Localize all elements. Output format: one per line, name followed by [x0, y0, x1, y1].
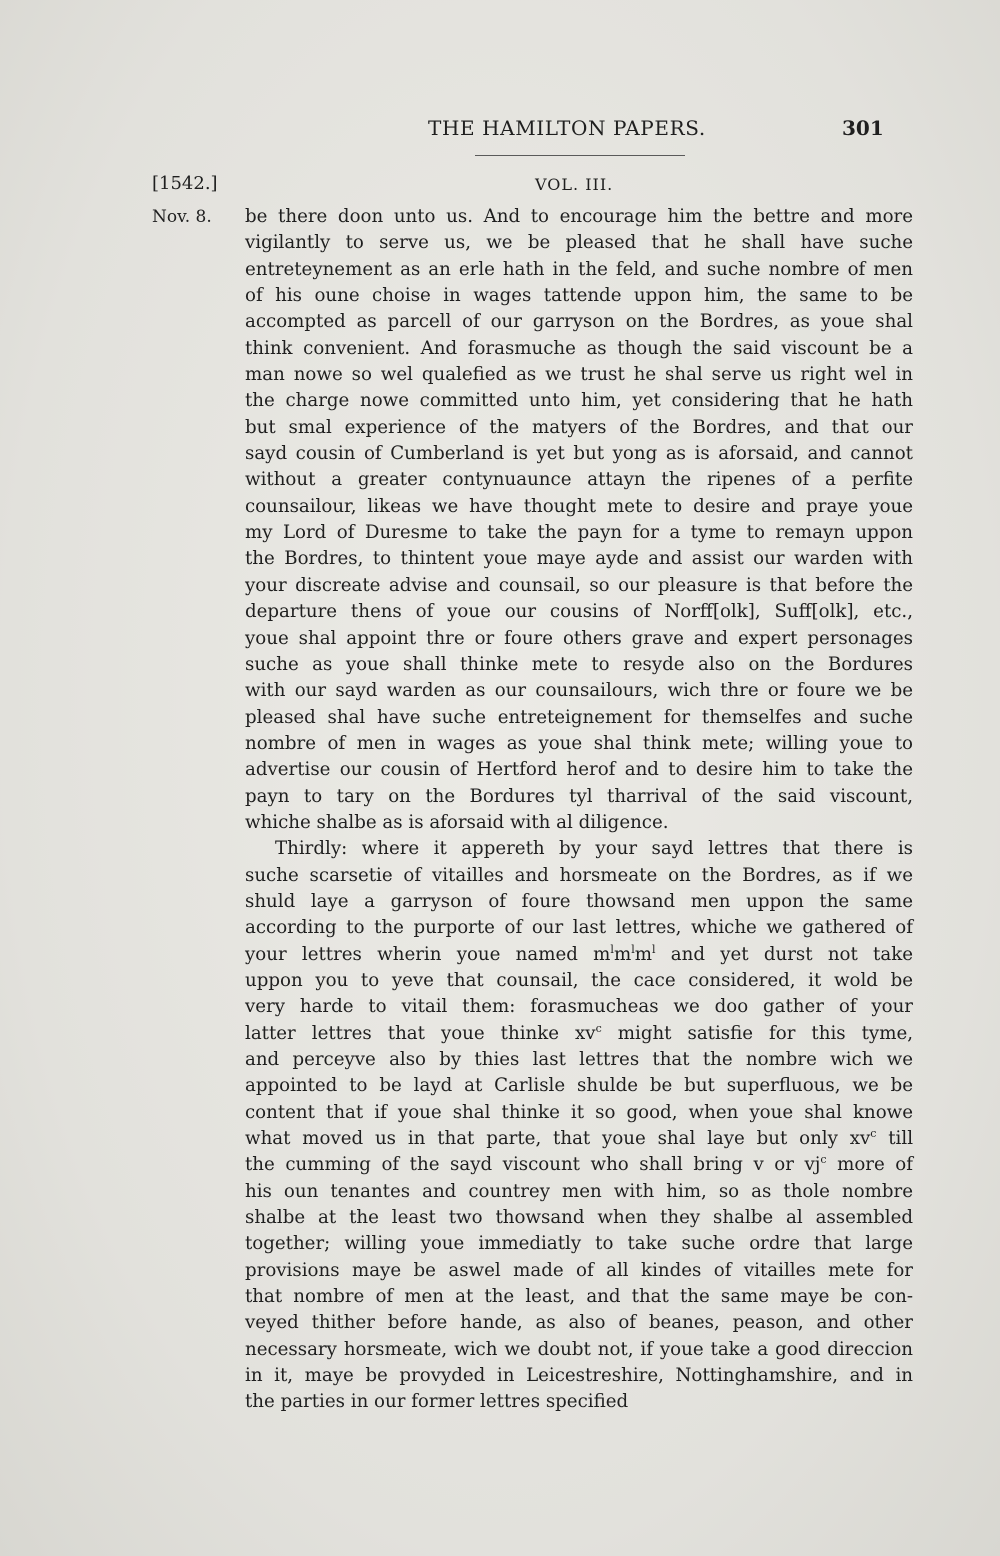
text-line [245, 1310, 913, 1336]
text-line [245, 1389, 913, 1415]
text-segment: till [876, 1128, 914, 1150]
superscript: l [651, 942, 656, 956]
text-segment: payn to tary on the Bordures tyl tharrival of the said viscount, [245, 785, 913, 807]
superscript: c [820, 1153, 827, 1167]
superscript: c [595, 1021, 602, 1035]
text-line [245, 731, 913, 757]
text-segment: more of [826, 1154, 913, 1176]
text-segment: and yet durst not take [655, 943, 913, 965]
text-line [245, 467, 913, 493]
text-line [245, 309, 913, 335]
text-segment: my Lord of Duresme to take the payn for a tyme to remayn uppon [245, 522, 913, 544]
text-line [245, 626, 913, 652]
text-line [245, 705, 913, 731]
text-line [245, 230, 913, 256]
text-segment: nombre of men in wages as youe shal think mete; willing youe to [245, 732, 913, 754]
text-segment: according to the purporte of our last lettres, whiche we gathered of [245, 917, 913, 939]
text-segment: man nowe so wel qualefied as we trust he shal serve us right wel in [245, 364, 913, 386]
text-segment: necessary horsmeate, wich we doubt not, if youe take a good direccion [245, 1338, 913, 1360]
text-segment: advertise our cousin of Hertford herof and to desire him to take the [245, 759, 913, 781]
text-segment: that nombre of men at the least, and that the same maye be con- [245, 1286, 913, 1308]
text-line [245, 1231, 913, 1257]
text-segment: what moved us in that parte, that youe shal laye but only xv [245, 1128, 871, 1150]
text-line [245, 889, 913, 915]
text-segment: uppon you to yeve that counsail, the cace considered, it wold be [245, 969, 913, 991]
text-line [245, 1100, 913, 1126]
text-segment: be there doon unto us. And to encourage him the bettre and more [245, 206, 913, 227]
text-segment: shuld laye a garryson of foure thowsand men uppon the same [245, 890, 913, 912]
text-line [245, 994, 913, 1020]
text-segment: together; willing youe immediatly to take suche ordre that large [245, 1233, 913, 1255]
text-segment: m [613, 943, 632, 965]
text-segment: vigilantly to serve us, we be pleased that he shall have suche [245, 232, 913, 254]
text-line [245, 362, 913, 388]
running-head [0, 116, 1000, 146]
body-text [245, 204, 913, 1416]
text-line [245, 415, 913, 441]
text-segment: of his oune choise in wages tattende uppon him, the same to be [245, 285, 913, 307]
text-line [245, 784, 913, 810]
text-line [245, 599, 913, 625]
text-segment: youe shal appoint thre or foure others grave and expert personages [245, 627, 913, 649]
text-segment: the Bordres, to thintent youe maye ayde and assist our warden with [245, 548, 913, 570]
year-marker: [1542.] [152, 173, 218, 194]
text-segment: the charge nowe committed unto him, yet considering that he hath [245, 390, 913, 412]
text-segment: sayd cousin of Cumberland is yet but yong as is aforsaid, and cannot [245, 443, 913, 465]
text-segment: content that if youe shal thinke it so good, when youe shal knowe [245, 1101, 913, 1123]
page-number: 301 [842, 116, 884, 140]
text-line [245, 836, 913, 862]
superscript: c [870, 1126, 877, 1140]
text-segment: your discreate advise and counsail, so our pleasure is that before the [245, 574, 913, 596]
text-segment: suche as youe shall thinke mete to resyde also on the Bordures [245, 653, 913, 675]
text-line [245, 1363, 913, 1389]
text-line [245, 1021, 913, 1047]
text-segment: very harde to vitail them: forasmucheas we doo gather of your [245, 996, 913, 1018]
running-title: THE HAMILTON PAPERS. [428, 116, 706, 140]
text-segment: latter lettres that youe thinke xv [245, 1022, 596, 1044]
text-line [245, 863, 913, 889]
text-line [245, 1205, 913, 1231]
header-rule [475, 155, 685, 156]
text-segment: but smal experience of the matyers of the Bordres, and that our [245, 416, 913, 438]
text-line [245, 810, 913, 836]
text-segment: departure thens of youe our cousins of Norff[olk], Suff[olk], etc., [245, 601, 913, 623]
text-line [245, 1047, 913, 1073]
text-line [245, 757, 913, 783]
text-segment: the parties in our former lettres specified [245, 1391, 629, 1413]
text-segment: his oun tenantes and countrey men with him, so as thole nombre [245, 1180, 913, 1202]
margin-date: Nov. 8. [152, 207, 212, 227]
text-line [245, 1126, 913, 1152]
text-line [245, 388, 913, 414]
text-line [245, 1337, 913, 1363]
text-line [245, 494, 913, 520]
text-line [245, 1284, 913, 1310]
text-line [245, 915, 913, 941]
text-line [245, 283, 913, 309]
text-segment: without a greater contynuaunce attayn the ripenes of a perfite [245, 469, 913, 491]
text-segment: shalbe at the least two thowsand when they shalbe al assembled [245, 1207, 913, 1229]
text-line [245, 1179, 913, 1205]
text-line [245, 1073, 913, 1099]
text-segment: in it, maye be provyded in Leicestreshire, Nottinghamshire, and in [245, 1365, 913, 1387]
superscript: l [610, 942, 614, 956]
text-segment: the cumming of the sayd viscount who shall bring v or vj [245, 1154, 821, 1176]
text-line [245, 336, 913, 362]
text-line [245, 573, 913, 599]
text-line [245, 204, 913, 230]
text-line [245, 678, 913, 704]
text-segment: accompted as parcell of our garryson on the Bordres, as youe shal [245, 311, 913, 333]
text-segment: pleased shal have suche entreteignement for themselfes and suche [245, 706, 913, 728]
text-segment: think convenient. And forasmuche as though the said viscount be a [245, 337, 913, 359]
text-line [245, 520, 913, 546]
text-line [245, 942, 913, 968]
text-segment: entreteynement as an erle hath in the feld, and suche nombre of men [245, 258, 913, 280]
text-line [245, 257, 913, 283]
text-line [245, 441, 913, 467]
text-segment: might satisfie for this tyme, [601, 1022, 914, 1044]
superscript: l [631, 942, 635, 956]
text-segment: with our sayd warden as our counsailours, wich thre or foure we be [245, 680, 913, 702]
text-segment: veyed thither before hande, as also of beanes, peason, and other [245, 1312, 913, 1334]
text-segment: provisions maye be aswel made of all kindes of vitailles mete for [245, 1259, 913, 1281]
text-line [245, 546, 913, 572]
volume-marker: VOL. III. [535, 175, 614, 194]
text-line [245, 968, 913, 994]
text-segment: appointed to be layd at Carlisle shulde be but superfluous, we be [245, 1075, 913, 1097]
text-segment: your lettres wherin youe named m [245, 943, 611, 965]
text-line [245, 1258, 913, 1284]
text-line [245, 1152, 913, 1178]
text-line [245, 652, 913, 678]
text-segment: Thirdly: where it appereth by your sayd lettres that there is [275, 838, 913, 860]
text-segment: m [634, 943, 652, 965]
text-segment: and perceyve also by thies last lettres that the nombre wich we [245, 1049, 913, 1070]
text-segment: whiche shalbe as is aforsaid with al diligence. [245, 811, 669, 833]
text-segment: counsailour, likeas we have thought mete to desire and praye youe [245, 495, 913, 517]
text-segment: suche scarsetie of vitailles and horsmeate on the Bordres, as if we [245, 864, 913, 886]
